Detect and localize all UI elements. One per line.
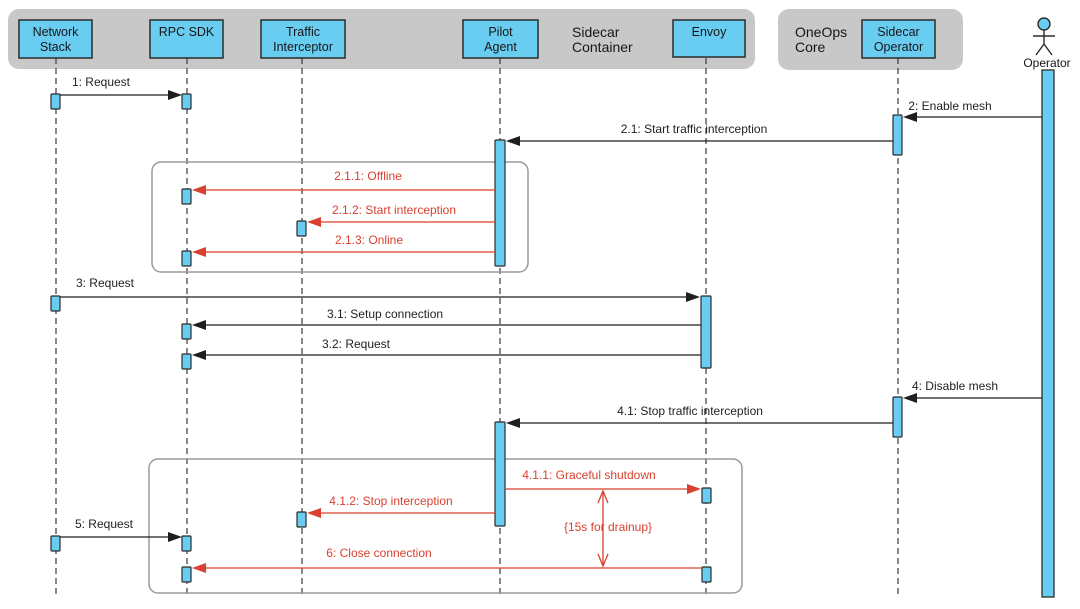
arrowhead-icon <box>192 185 206 195</box>
message-3.1 <box>192 307 701 330</box>
pilot-agent-label-line: Agent <box>484 40 517 54</box>
arrowhead-icon <box>903 112 917 122</box>
activation-rpc-sdk <box>182 251 191 266</box>
envoy-label-line: Envoy <box>691 25 727 39</box>
traffic-interceptor-label-line: Traffic <box>285 25 321 39</box>
envoy-label <box>692 25 727 39</box>
sidecar-container-group-label-line: Sidecar <box>572 24 620 40</box>
pilot-agent-label-line: Pilot <box>488 25 513 39</box>
operator-activation-bar <box>1042 70 1054 597</box>
message-5 <box>60 517 182 542</box>
rpc-sdk-label-line: RPC SDK <box>158 25 215 39</box>
activation-envoy <box>702 567 711 582</box>
traffic-interceptor-label-line: Interceptor <box>273 40 333 54</box>
message-2.1.2 <box>307 203 495 227</box>
message-3-label: 3: Request <box>75 276 135 290</box>
participant-traffic-interceptor <box>261 20 345 58</box>
message-2.1.3 <box>192 233 495 257</box>
operator-label: Operator <box>1023 56 1071 70</box>
message-2.1.2-label: 2.1.2: Start interception <box>331 203 457 217</box>
message-2-label: 2: Enable mesh <box>908 99 992 113</box>
duration-constraint <box>564 491 652 566</box>
activation-rpc-sdk <box>182 189 191 204</box>
sidecar-container-group <box>8 9 755 69</box>
sidecar-operator-label-line: Sidecar <box>877 25 920 39</box>
activation-sidecar-operator <box>893 115 902 155</box>
arrowhead-icon <box>192 247 206 257</box>
message-2.1.1 <box>192 169 495 195</box>
message-4-label: 4: Disable mesh <box>911 379 999 393</box>
network-stack-label-line: Network <box>32 25 79 39</box>
oneops-core-group-label-line: Core <box>795 39 826 55</box>
operator-right-leg-icon <box>1044 44 1052 55</box>
activation-sidecar-operator <box>893 397 902 437</box>
message-6-label: 6: Close connection <box>326 546 432 560</box>
activation-pilot-agent <box>495 422 505 526</box>
message-2.1 <box>506 122 893 146</box>
arrowhead-icon <box>506 136 520 146</box>
activation-network-stack <box>51 296 60 311</box>
message-4.1 <box>506 404 893 428</box>
pilot-agent-label <box>484 25 517 54</box>
message-5-label: 5: Request <box>74 517 134 531</box>
message-4.1.2-label: 4.1.2: Stop interception <box>329 494 453 508</box>
operator-head-icon <box>1038 18 1050 30</box>
arrowhead-icon <box>903 393 917 403</box>
participant-rpc-sdk <box>150 20 223 58</box>
message-2.1-label: 2.1: Start traffic interception <box>620 122 768 136</box>
activation-envoy <box>701 296 711 368</box>
arrowhead-icon <box>506 418 520 428</box>
arrowhead-icon <box>307 508 321 518</box>
arrowhead-icon <box>168 90 182 100</box>
message-3 <box>60 276 700 302</box>
activation-traffic-interceptor <box>297 221 306 236</box>
message-2 <box>903 99 1042 122</box>
message-1-label: 1: Request <box>71 75 131 89</box>
message-4.1.1-label: 4.1.1: Graceful shutdown <box>522 468 656 482</box>
arrowhead-icon <box>192 563 206 573</box>
actor-operator <box>1023 18 1070 70</box>
duration-label: {15s for drainup} <box>563 520 653 534</box>
message-2.1.1-label: 2.1.1: Offline <box>334 169 402 183</box>
activation-traffic-interceptor <box>297 512 306 527</box>
sidecar-container-group-background <box>8 9 755 69</box>
message-4.1.2 <box>307 494 495 518</box>
message-2.1.3-label: 2.1.3: Online <box>334 233 404 247</box>
arrowhead-icon <box>192 320 206 330</box>
sidecar-container-group-label-line: Container <box>572 39 633 55</box>
activation-rpc-sdk <box>182 567 191 582</box>
participant-pilot-agent <box>463 20 538 58</box>
oneops-core-group-label-line: OneOps <box>795 24 848 40</box>
rpc-sdk-label <box>159 25 215 39</box>
arrowhead-icon <box>687 484 701 494</box>
network-stack-label-line: Stack <box>39 40 72 54</box>
activation-rpc-sdk <box>182 324 191 339</box>
message-3.1-label: 3.1: Setup connection <box>326 307 444 321</box>
participant-envoy <box>673 20 745 57</box>
activation-network-stack <box>51 536 60 551</box>
sidecar-operator-label <box>874 25 923 54</box>
operator-left-leg-icon <box>1036 44 1044 55</box>
participant-network-stack <box>19 20 92 58</box>
activation-network-stack <box>51 94 60 109</box>
sidecar-operator-label-line: Operator <box>873 40 924 54</box>
arrowhead-icon <box>686 292 700 302</box>
message-3.2-label: 3.2: Request <box>321 337 391 351</box>
arrowhead-icon <box>307 217 321 227</box>
arrowhead-icon <box>168 532 182 542</box>
activation-envoy <box>702 488 711 503</box>
participant-sidecar-operator <box>862 20 935 58</box>
activation-pilot-agent <box>495 140 505 266</box>
message-1 <box>60 75 182 100</box>
message-4.1-label: 4.1: Stop traffic interception <box>617 404 763 418</box>
activation-rpc-sdk <box>182 94 191 109</box>
activation-rpc-sdk <box>182 354 191 369</box>
message-3.2 <box>192 337 701 360</box>
message-4 <box>903 379 1042 403</box>
message-6 <box>192 546 702 573</box>
arrowhead-icon <box>192 350 206 360</box>
activation-rpc-sdk <box>182 536 191 551</box>
